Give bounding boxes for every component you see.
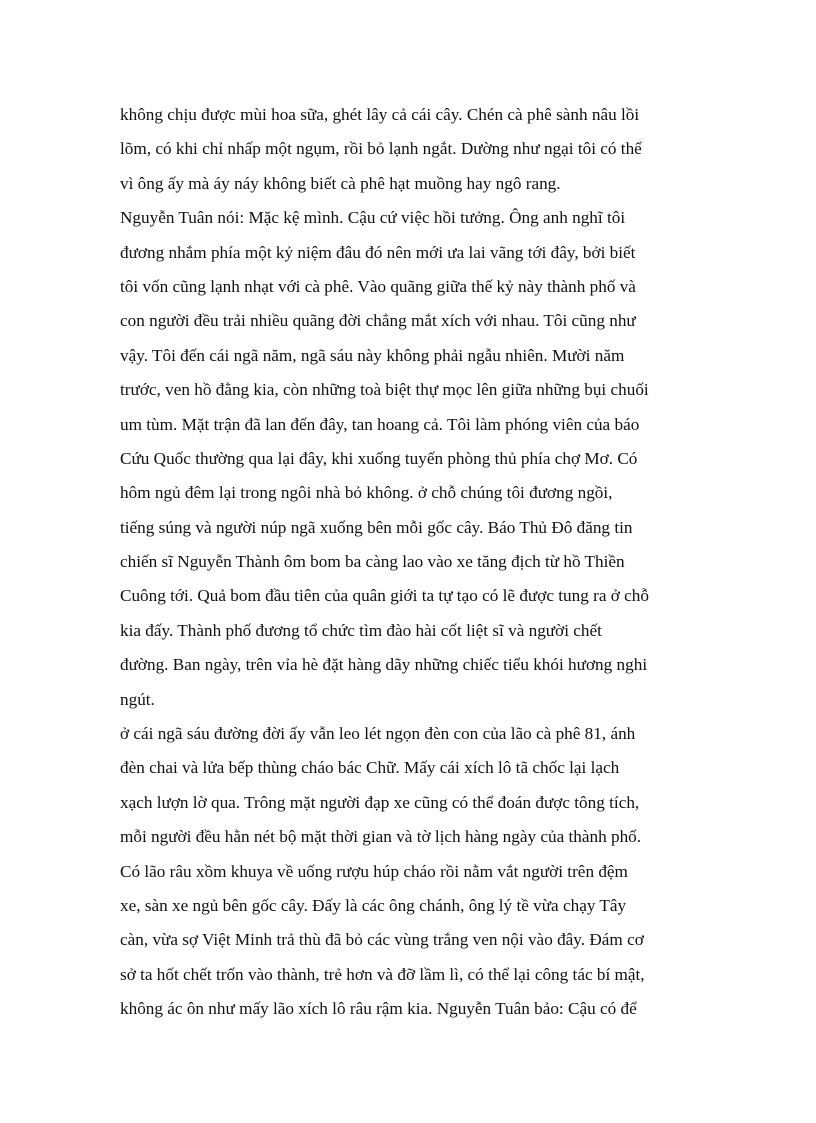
text-line: con người đều trải nhiều quãng đời chẳng mắt xích với nhau. Tôi cũng như (120, 311, 636, 331)
body-text (120, 98, 700, 1027)
text-line: đường. Ban ngày, trên vỉa hè đặt hàng dãy những chiếc tiểu khói hương nghi (120, 655, 648, 675)
text-line: vì ông ấy mà áy náy không biết cà phê hạt muồng hay ngô rang. (120, 173, 561, 193)
text-line: hôm ngủ đêm lại trong ngôi nhà bỏ không. ở chỗ chúng tôi đương ngồi, (120, 483, 613, 503)
text-line: chiến sĩ Nguyễn Thành ôm bom ba càng lao vào xe tăng địch từ hồ Thiền (120, 552, 625, 572)
text-line: xe, sàn xe ngủ bên gốc cây. Đấy là các ông chánh, ông lý tề vừa chạy Tây (120, 895, 627, 915)
text-line: um tùm. Mặt trận đã lan đến đây, tan hoang cả. Tôi làm phóng viên của báo (120, 414, 640, 434)
text-line: kia đấy. Thành phố đương tổ chức tìm đào hài cốt liệt sĩ và người chết (120, 620, 602, 640)
text-line: xạch lượn lờ qua. Trông mặt người đạp xe cũng có thể đoán được tông tích, (120, 792, 640, 812)
text-line: Cuông tới. Quả bom đầu tiên của quân giới ta tự tạo có lẽ được tung ra ở chỗ (120, 586, 649, 606)
text-line: ở cái ngã sáu đường đời ấy vẫn leo lét ngọn đèn con của lão cà phê 81, ánh (120, 724, 636, 744)
text-line: Có lão râu xồm khuya về uống rượu húp cháo rồi nằm vắt người trên đệm (120, 861, 628, 881)
text-line: mỗi người đều hằn nét bộ mặt thời gian và tờ lịch hàng ngày của thành phố. (120, 827, 642, 847)
text-line: đèn chai và lửa bếp thùng cháo bác Chữ. Mấy cái xích lô tã chốc lại lạch (120, 758, 620, 778)
text-line: tôi vốn cũng lạnh nhạt với cà phê. Vào quãng giữa thế kỷ này thành phố và (120, 276, 636, 296)
text-line: không chịu được mùi hoa sữa, ghét lây cả cái cây. Chén cà phê sành nâu lồi (120, 105, 640, 124)
text-line: không ác ôn như mấy lão xích lô râu rậm kia. Nguyễn Tuân bảo: Cậu có để (120, 999, 637, 1019)
text-line: Nguyễn Tuân nói: Mặc kệ mình. Cậu cứ việc hồi tưởng. Ông anh nghĩ tôi (120, 208, 626, 228)
text-line: đương nhắm phía một kỷ niệm đâu đó nên mới ưa lai vãng tới đây, bởi biết (120, 242, 636, 262)
text-line: vậy. Tôi đến cái ngã năm, ngã sáu này không phải ngẫu nhiên. Mười năm (120, 345, 625, 365)
text-line: ngút. (120, 689, 155, 709)
text-line: sở ta hốt chết trốn vào thành, trẻ hơn và đỡ lầm lì, có thể lại công tác bí mật, (120, 964, 645, 984)
text-line: tiếng súng và người núp ngã xuống bên mỗi gốc cây. Báo Thủ Đô đăng tin (120, 517, 633, 537)
text-line: trước, ven hồ đằng kia, còn những toà biệt thự mọc lên giữa những bụi chuối (120, 380, 649, 400)
text-line: càn, vừa sợ Việt Minh trả thù đã bỏ các vùng trắng ven nội vào đây. Đám cơ (120, 930, 644, 950)
text-line: Cứu Quốc thường qua lại đây, khi xuống tuyến phòng thủ phía chợ Mơ. Có (120, 448, 638, 468)
text-line: lõm, có khi chỉ nhấp một ngụm, rồi bỏ lạnh ngắt. Dường như ngại tôi có thể (120, 139, 642, 159)
